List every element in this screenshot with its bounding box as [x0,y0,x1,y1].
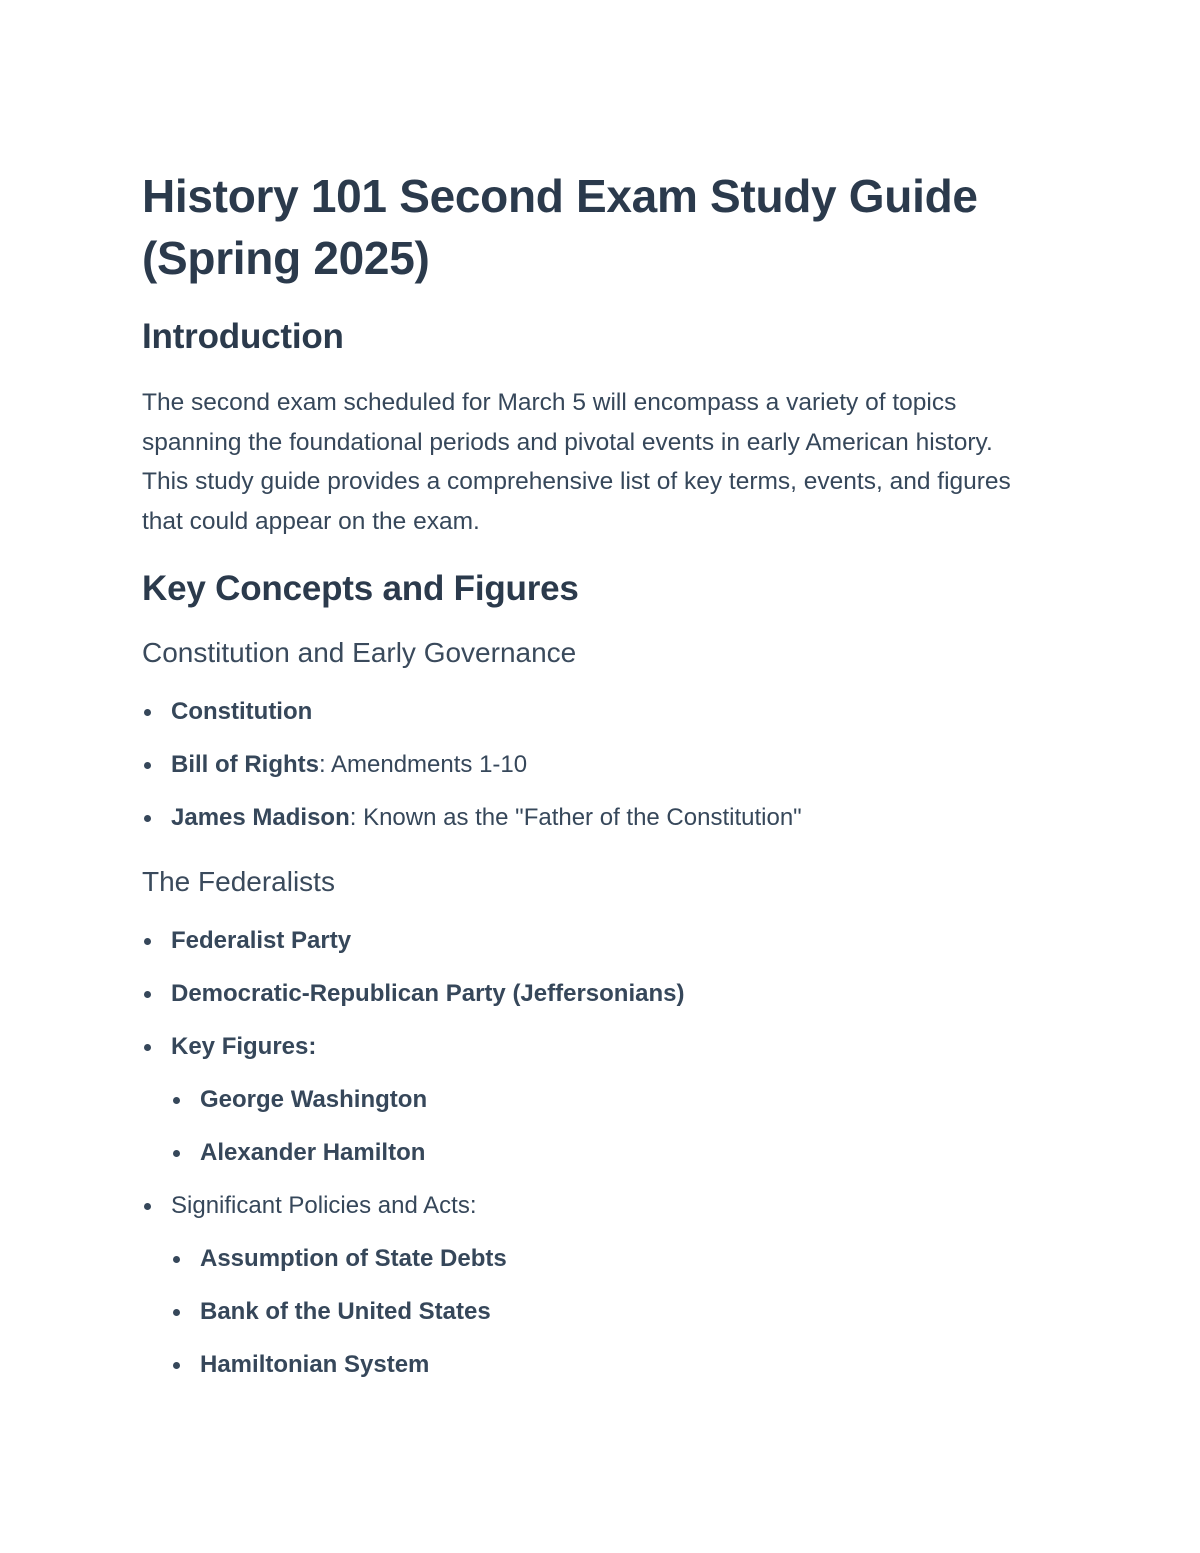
bullet-icon [173,1309,180,1316]
federalists-subheading: The Federalists [142,866,335,897]
constitution-list [142,685,1030,844]
document-title-line-1: History 101 Second Exam Study Guide [142,170,978,222]
bullet-icon [173,1256,180,1263]
item-term: Federalist Party [171,927,352,954]
item-term: Hamiltonian System [200,1351,430,1378]
item-term: Bank of the United States [200,1298,491,1325]
federalists-list [142,914,1030,1391]
list-item-alexander-hamilton [142,1126,1030,1179]
constitution-subheading: Constitution and Early Governance [142,637,577,668]
item-term: Assumption of State Debts [200,1245,507,1272]
bullet-icon [173,1097,180,1104]
item-term: Bill of Rights [171,751,319,778]
bullet-icon [144,762,151,769]
list-item-key-figures [142,1020,1030,1073]
bullet-icon [144,938,151,945]
bullet-icon [144,815,151,822]
bullet-icon [144,709,151,716]
list-item-significant-policies [142,1179,1030,1232]
list-item-james-madison [142,791,1030,844]
item-detail: : Amendments 1-10 [318,751,528,778]
list-item-bank-of-the-united-states [142,1285,1030,1338]
document-title [142,165,1030,289]
item-term: Democratic-Republican Party (Jeffersonians) [171,980,685,1007]
item-detail: Significant Policies and Acts: [171,1192,477,1219]
item-term: Alexander Hamilton [200,1139,426,1166]
list-item-constitution [142,685,1030,738]
list-item-democratic-republican-party [142,967,1030,1020]
bullet-icon [144,1044,151,1051]
bullet-icon [144,1203,151,1210]
bullet-icon [144,991,151,998]
item-term: James Madison [171,804,350,831]
list-item-george-washington [142,1073,1030,1126]
list-item-federalist-party [142,914,1030,967]
key-concepts-heading: Key Concepts and Figures [142,569,579,608]
list-item-bill-of-rights [142,738,1030,791]
document-title-line-2: (Spring 2025) [142,232,430,284]
item-term: George Washington [200,1086,428,1113]
item-term: Key Figures: [171,1033,317,1060]
list-item-assumption-of-state-debts [142,1232,1030,1285]
item-term: Constitution [171,698,313,725]
list-item-hamiltonian-system [142,1338,1030,1391]
item-detail: : Known as the "Father of the Constitution" [349,804,802,831]
bullet-icon [173,1150,180,1157]
introduction-paragraph: The second exam scheduled for March 5 will encompass a variety of topics spanning the foundational periods and pivotal events in early American history. This study guide provides a comprehensive list of key terms, events, and figures that could appear on the exam. [142,389,1011,535]
introduction-heading: Introduction [142,317,344,356]
bullet-icon [173,1362,180,1369]
